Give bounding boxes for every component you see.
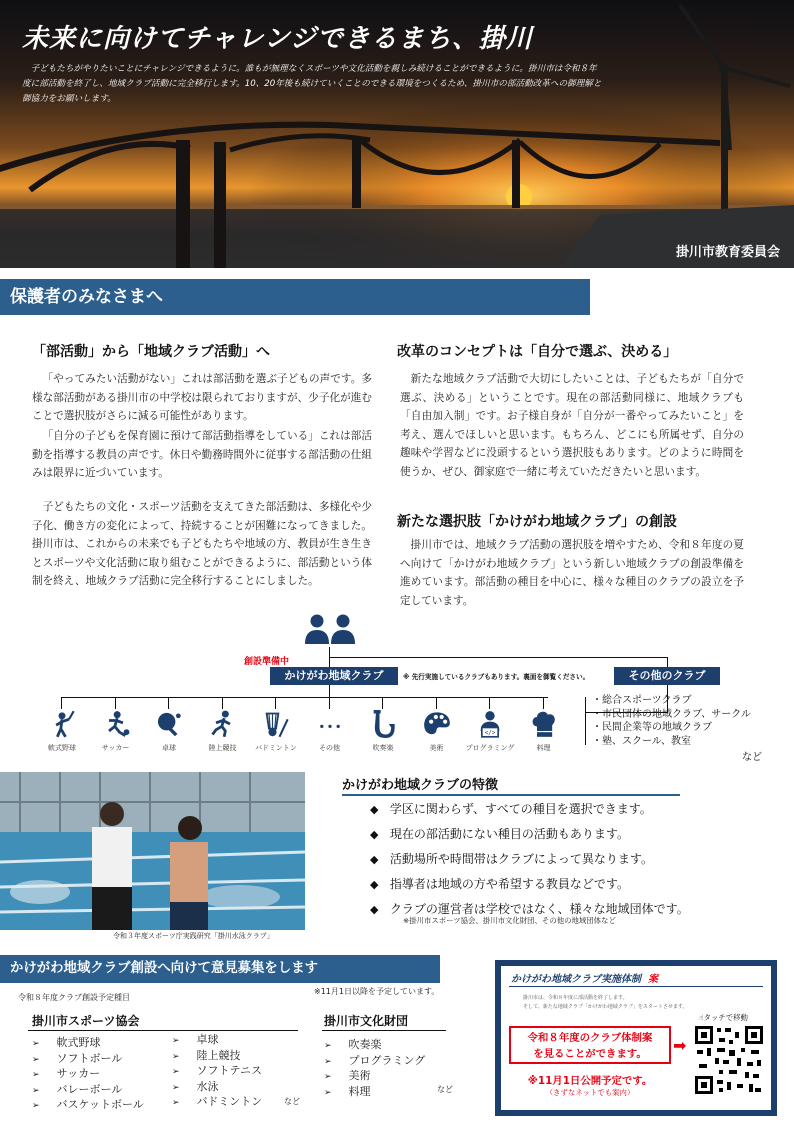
dots-icon bbox=[316, 710, 344, 738]
tree-line bbox=[329, 685, 330, 697]
features-note: ※掛川市スポーツ協会、掛川市文化財団、その他の地域団体など bbox=[403, 916, 616, 925]
club-label: 吹奏楽 bbox=[372, 744, 394, 752]
tree-line bbox=[61, 697, 62, 709]
club-label: バドミントン bbox=[255, 744, 297, 752]
qr-code[interactable] bbox=[693, 1024, 765, 1096]
panel-rule bbox=[509, 986, 763, 987]
prior-clubs-note: ※ 先行実施しているクラブもあります。裏面を御覧ください。 bbox=[403, 673, 590, 681]
plan-panel-inner bbox=[501, 966, 771, 1110]
tree-line bbox=[436, 697, 437, 709]
soccer-icon bbox=[102, 710, 130, 738]
list-item: ・総合スポーツクラブ bbox=[592, 695, 692, 706]
club-label: その他 bbox=[319, 744, 340, 752]
tree-line bbox=[275, 697, 276, 709]
tree-line bbox=[382, 697, 383, 709]
list-item: ➢ 吹奏楽 bbox=[324, 1038, 382, 1051]
list-item: ・塾、スクール、教室 bbox=[592, 735, 691, 747]
right-paragraph-2: 掛川市では、地域クラブ活動の選択肢を増やすため、令和８年度の夏へ向けて「かけがわ地域クラブ」という新しい地域クラブの創設準備を進めています。部活動の種目を中心に、様々な種目のクラブの設立を予定しています。 bbox=[400, 539, 744, 607]
november-note: ※11月1日以降を予定しています。 bbox=[314, 987, 440, 996]
club-label: 卓球 bbox=[162, 744, 176, 752]
tree-line bbox=[585, 697, 586, 745]
list-item: ・民間企業等の地域クラブ bbox=[592, 722, 712, 733]
preparing-tag: 創設準備中 bbox=[244, 657, 290, 667]
publish-note: ※11月1日公開予定です。 bbox=[527, 1075, 653, 1087]
other-clubs-etc: など bbox=[742, 752, 762, 763]
other-clubs-list bbox=[592, 694, 751, 748]
sports-list-col1 bbox=[32, 1036, 144, 1114]
track-icon bbox=[209, 710, 237, 738]
list-item: ➢ バドミントン bbox=[172, 1095, 263, 1108]
list-item: ➢ 水泳 bbox=[172, 1079, 219, 1093]
other-clubs-node: その他のクラブ bbox=[614, 667, 720, 685]
culture-heading-rule bbox=[322, 1030, 446, 1031]
list-item: ➢ 軟式野球 bbox=[32, 1036, 101, 1049]
tree-line bbox=[667, 657, 668, 667]
tree-line bbox=[543, 697, 544, 709]
list-item: ➢ 料理 bbox=[324, 1084, 371, 1098]
list-item: ・市民団体の地域クラブ、サークル bbox=[592, 708, 751, 720]
culture-etc: など bbox=[437, 1085, 453, 1094]
club-label: プログラミング bbox=[465, 744, 515, 752]
list-item: ➢ 陸上競技 bbox=[172, 1048, 241, 1062]
chef-hat-icon bbox=[530, 710, 558, 738]
club-icon-row bbox=[34, 697, 574, 757]
club-label: 陸上競技 bbox=[208, 744, 237, 752]
hero-banner bbox=[0, 0, 794, 268]
tree-line bbox=[329, 657, 667, 658]
publish-subnote: （きずなネットでも案内） bbox=[545, 1088, 635, 1097]
culture-list bbox=[324, 1038, 425, 1100]
hero-title: 未来に向けてチャレンジできるまち、掛川 bbox=[22, 24, 533, 54]
opinion-banner: かけがわ地域クラブ創設へ向けて意見募集をします bbox=[0, 955, 440, 983]
table-tennis-icon bbox=[155, 710, 183, 738]
touch-label: ☝タッチで移動 bbox=[699, 1013, 748, 1022]
tree-line bbox=[115, 697, 116, 709]
photo-caption: 令和３年度スポーツ庁実践研究「掛川水泳クラブ」 bbox=[113, 932, 274, 940]
sports-etc: など bbox=[284, 1097, 300, 1106]
list-item: ➢ 美術 bbox=[324, 1069, 371, 1082]
sports-association-heading: 掛川市スポーツ協会 bbox=[32, 1014, 140, 1028]
tree-line bbox=[222, 697, 223, 709]
tree-line bbox=[168, 697, 169, 709]
parents-icon bbox=[302, 613, 358, 645]
shuttlecock-icon bbox=[262, 710, 290, 738]
tree-line bbox=[489, 697, 490, 709]
hand-pointer-icon: ☝ bbox=[699, 1013, 704, 1022]
left-paragraph-1: 「やってみたい活動がない」これは部活動を選ぶ子どもの声です。多様な部活動がある掛川市の中学校は限られておりますが、少子化が進むことで選択肢がさらに減る可能性があります。 bbox=[32, 373, 372, 422]
features-list bbox=[370, 800, 689, 920]
club-label: 料理 bbox=[536, 744, 551, 752]
club-label: 美術 bbox=[429, 744, 444, 752]
feature-item: ◆ 指導者は地域の方や希望する教員などです。 bbox=[370, 877, 629, 891]
sports-list-col2 bbox=[172, 1033, 262, 1111]
culture-foundation-heading: 掛川市文化財団 bbox=[324, 1014, 409, 1028]
list-item: ➢ サッカー bbox=[32, 1067, 101, 1080]
panel-title: かけがわ地域クラブ実施体制 案 bbox=[511, 974, 658, 985]
palette-icon bbox=[423, 710, 451, 738]
feature-item: ◆ 活動場所や時間帯はクラブによって異なります。 bbox=[370, 852, 653, 866]
list-item: ➢ プログラミング bbox=[324, 1053, 426, 1067]
svg-text:</>: </> bbox=[484, 730, 496, 737]
right-heading-1: 改革のコンセプトは「自分で選ぶ、決める」 bbox=[397, 344, 678, 360]
features-heading-underline bbox=[342, 794, 680, 796]
sports-heading-rule bbox=[28, 1030, 298, 1031]
features-heading: かけがわ地域クラブの特徴 bbox=[342, 778, 499, 793]
club-label: 軟式野球 bbox=[48, 744, 76, 752]
planned-label: 令和８年度クラブ創設予定種目 bbox=[18, 993, 130, 1002]
tree-line bbox=[329, 697, 330, 709]
kakegawa-club-node: かけがわ地域クラブ bbox=[270, 667, 398, 685]
club-label: サッカー bbox=[101, 744, 130, 752]
hero-lead: 子どもたちがやりたいことにチャレンジできるように。誰もが無理なくスポーツや文化活動を親しみ続けることができるように。掛川市は令和８年度に部活動を終了し、地域クラブ活動に完全移行します。10、20年後も続けていくことのできる環境をつくるため、掛川市の部活動改革への御理解と御協力をお願いします。 bbox=[22, 64, 602, 104]
right-paragraph-1: 新たな地域クラブ活動で大切にしたいことは、子どもたちが「自分で選ぶ、決める」ということです。現在の部活動同様に、地域クラブも「自由加入制」です。お子様自身が「自分が一番やってみたいこと」を考え、選んでほしいと思います。もちろん、どこにも所属せず、自分の趣味や学習などに没頭するという選択肢もあります。どのように時間を使うか、ぜひ、御家庭で一緒に考えていただきたいと思います。 bbox=[400, 373, 744, 478]
feature-item: ◆ 学区に関わらず、すべての種目を選択できます。 bbox=[370, 802, 652, 816]
right-heading-2: 新たな選択肢「かけがわ地域クラブ」の創設 bbox=[397, 514, 677, 530]
feature-item: ◆ 現在の部活動にない種目の活動もあります。 bbox=[370, 827, 629, 841]
saxophone-icon bbox=[369, 710, 397, 738]
plan-link-box[interactable]: 令和８年度のクラブ体制案 を見ることができます。 bbox=[509, 1026, 671, 1064]
hero-org: 掛川市教育委員会 bbox=[675, 245, 780, 260]
section-banner: 保護者のみなさまへ bbox=[0, 279, 590, 315]
panel-desc: 掛川市は、令和８年度に部活動を終了します。 そして、新たな地域クラブ「かけがわ地域クラブ」をスタートさせます。 bbox=[523, 995, 688, 1010]
list-item: ➢ ソフトテニス bbox=[172, 1064, 263, 1077]
list-item: ➢ バレーボール bbox=[32, 1082, 123, 1096]
plan-panel[interactable] bbox=[495, 960, 777, 1116]
programmer-icon bbox=[476, 710, 504, 738]
list-item: ➢ ソフトボール bbox=[32, 1051, 123, 1065]
list-item: ➢ 卓球 bbox=[172, 1033, 219, 1046]
left-paragraph-3: 子どもたちの文化・スポーツ活動を支えてきた部活動は、多様化や少子化、働き方の変化によって、持続することが困難になってきました。掛川市は、これからの未来でも子どもたちや地域の方、教員が生き生きとスポーツや文化活動に取り組むことができるように、部活動という体制を終え、地域クラブ活動に完全移行することにしました。 bbox=[32, 501, 372, 587]
baseball-icon bbox=[48, 710, 76, 738]
left-paragraph-2: 「自分の子どもを保育園に預けて部活動指導をしている」これは部活動を指導する教員の声です。休日や勤務時間外に従事する部活動の仕組みは限界に近づいています。 bbox=[32, 430, 372, 479]
left-heading: 「部活動」から「地域クラブ活動」へ bbox=[32, 344, 270, 360]
arrow-right-icon: ➡ bbox=[673, 1036, 687, 1055]
feature-item: ◆ クラブの運営者は学校ではなく、様々な地域団体です。 bbox=[370, 902, 689, 916]
swimming-photo bbox=[0, 772, 305, 930]
list-item: ➢ バスケットボール bbox=[32, 1098, 144, 1111]
